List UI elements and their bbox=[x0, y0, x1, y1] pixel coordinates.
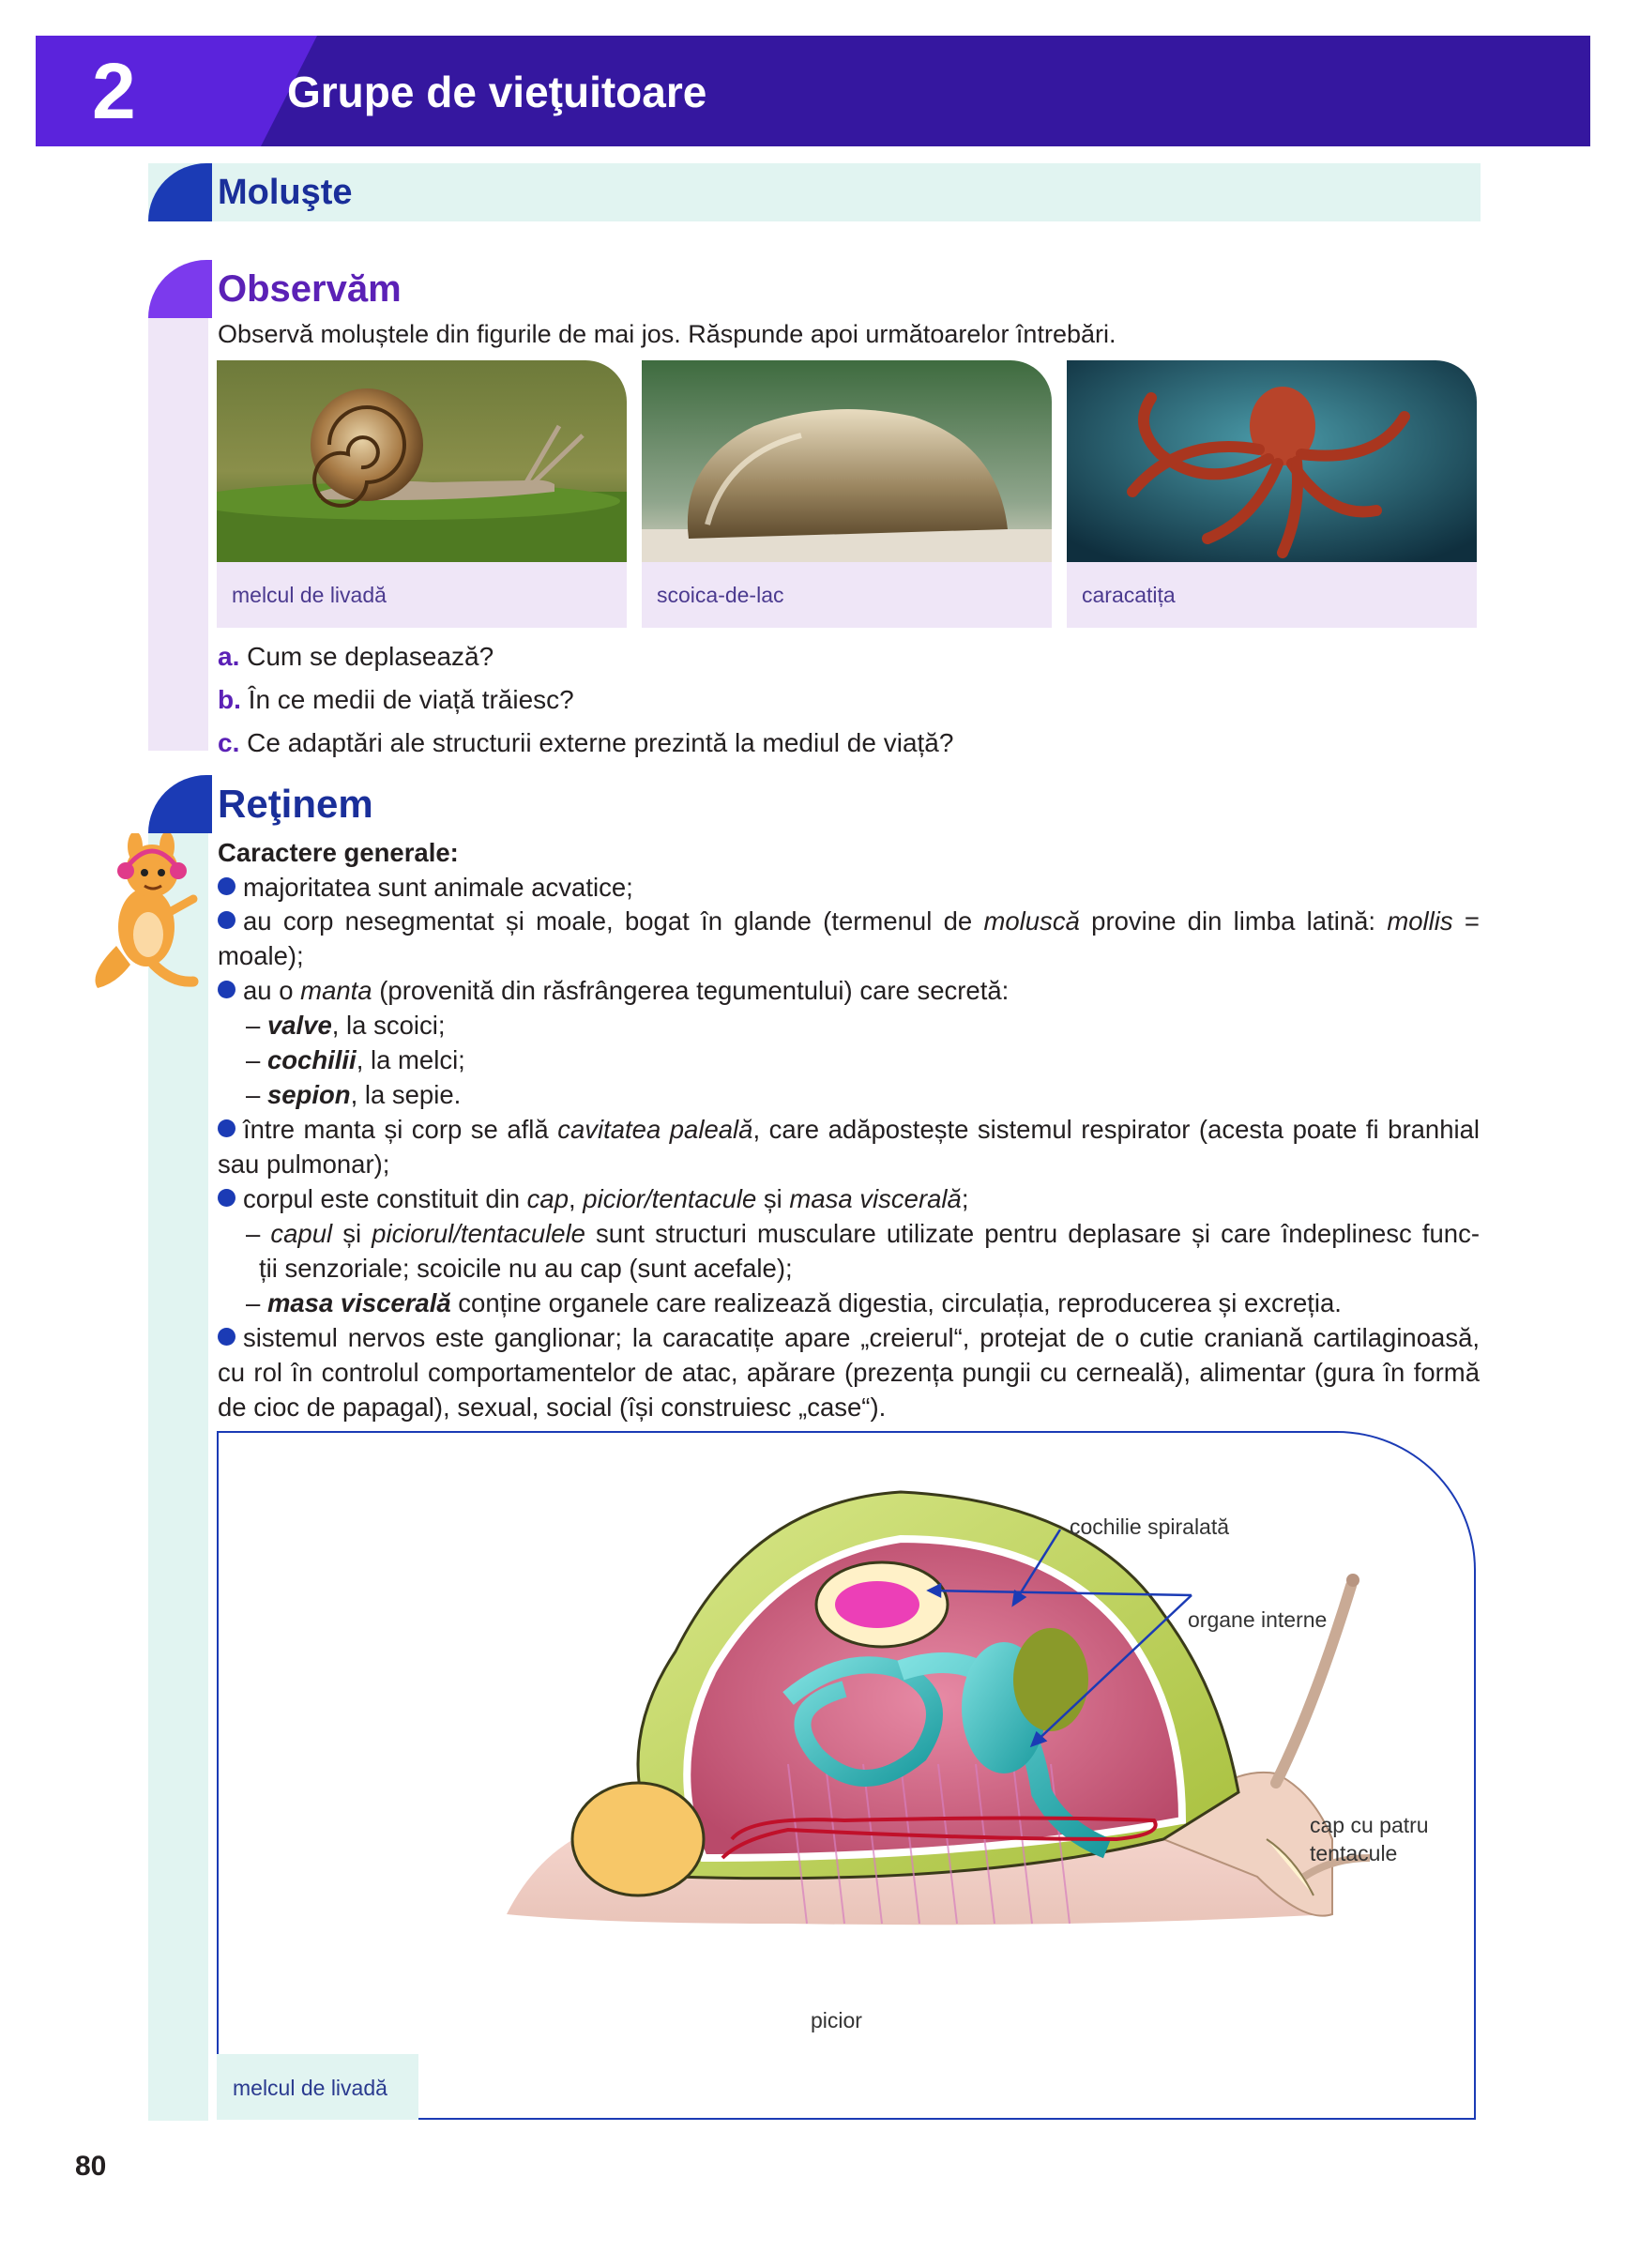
bullet-6-line-2: cu rol în controlul comportamentelor de atac, apărare (prezența pungii cu cerneală), alimentar (gura în formă bbox=[218, 1358, 1480, 1387]
chapter-tab bbox=[36, 36, 317, 146]
photo-card-octopus bbox=[1067, 360, 1477, 628]
label-shell: cochilie spiralată bbox=[1070, 1515, 1230, 1539]
sub-bullet-sepion: – sepion, la sepie. bbox=[246, 1080, 462, 1109]
sub-bullet-cap: – capul și piciorul/tentaculele sunt structuri musculare utilizate pentru deplasare și care îndeplinesc func- bbox=[246, 1219, 1481, 1248]
photo-caption-box bbox=[642, 562, 1052, 628]
observam-corner bbox=[148, 260, 212, 318]
photo-caption: scoica-de-lac bbox=[657, 583, 784, 607]
kangaroo-mascot-icon bbox=[88, 833, 201, 993]
bullet-6-line-3: de cioc de papagal), sexual, social (își construiesc „case“). bbox=[218, 1393, 887, 1422]
clam-photo-icon bbox=[642, 360, 1052, 562]
photo-caption: melcul de livadă bbox=[232, 583, 387, 607]
photo-card-clam bbox=[642, 360, 1052, 628]
photo-caption: caracatița bbox=[1082, 583, 1176, 607]
observam-title: Observăm bbox=[218, 268, 402, 310]
label-organs: organe interne bbox=[1188, 1607, 1328, 1632]
octopus-photo-icon bbox=[1067, 360, 1477, 562]
bullet-6: sistemul nervos este ganglionar; la caracatițe apare „creierul“, protejat de o cutie craniană cartilaginoasă, bbox=[218, 1320, 1480, 1355]
retinem-corner bbox=[148, 775, 212, 833]
diagram-caption: melcul de livadă bbox=[233, 2076, 387, 2100]
photo-caption-box bbox=[217, 562, 627, 628]
question-c: c. Ce adaptări ale structurii externe prezintă la mediul de viață? bbox=[218, 728, 954, 757]
chapter-header bbox=[36, 36, 1590, 146]
photo-caption-box bbox=[1067, 562, 1477, 628]
retinem-title: Reţinem bbox=[218, 782, 373, 826]
page-number: 80 bbox=[75, 2151, 107, 2182]
bullet-4-continued: sau pulmonar); bbox=[218, 1149, 390, 1179]
bullet-2-continued: moale); bbox=[218, 941, 304, 970]
snail-photo-icon bbox=[217, 360, 627, 562]
sub-bullet-masa: – masa viscerală conține organele care realizează digestia, circulația, reproducerea și excreția. bbox=[246, 1288, 1342, 1317]
retinem-stripe bbox=[148, 833, 208, 2121]
bullet-2: au corp nesegmentat și moale, bogat în glande (termenul de moluscă provine din limba latină: mollis = bbox=[218, 904, 1480, 938]
chapter-title: Grupe de vieţuitoare bbox=[287, 68, 707, 116]
bullet-1: majoritatea sunt animale acvatice; bbox=[218, 870, 633, 905]
chapter-number: 2 bbox=[92, 47, 136, 135]
photo-card-snail bbox=[217, 360, 627, 628]
label-head-2: tentacule bbox=[1310, 1841, 1398, 1865]
sub-bullet-cap-continued: ții senzoriale; scoicile nu au cap (sunt acefale); bbox=[259, 1254, 793, 1283]
question-b: b. În ce medii de viață trăiesc? bbox=[218, 685, 574, 714]
snail-anatomy-illustration bbox=[507, 1483, 1445, 2008]
sub-bullet-cochilii: – cochilii, la melci; bbox=[246, 1045, 465, 1074]
bullet-5: corpul este constituit din cap, picior/tentacule și masa viscerală; bbox=[218, 1181, 968, 1216]
observam-instruction: Observă moluștele din figurile de mai jos. Răspunde apoi următoarelor întrebări. bbox=[218, 320, 1116, 348]
observam-stripe bbox=[148, 317, 208, 751]
sub-bullet-valve: – valve, la scoici; bbox=[246, 1011, 446, 1040]
label-foot: picior bbox=[811, 2008, 862, 2032]
bullet-4: între manta și corp se află cavitatea paleală, care adăpostește sistemul respirator (acesta poate fi branhial bbox=[218, 1112, 1480, 1147]
section-title: Moluşte bbox=[218, 173, 353, 212]
retinem-subtitle: Caractere generale: bbox=[218, 838, 459, 867]
label-head-1: cap cu patru bbox=[1310, 1813, 1429, 1837]
question-a: a. Cum se deplasează? bbox=[218, 642, 494, 671]
bullet-3: au o manta (provenită din răsfrângerea tegumentului) care secretă: bbox=[218, 973, 1009, 1008]
